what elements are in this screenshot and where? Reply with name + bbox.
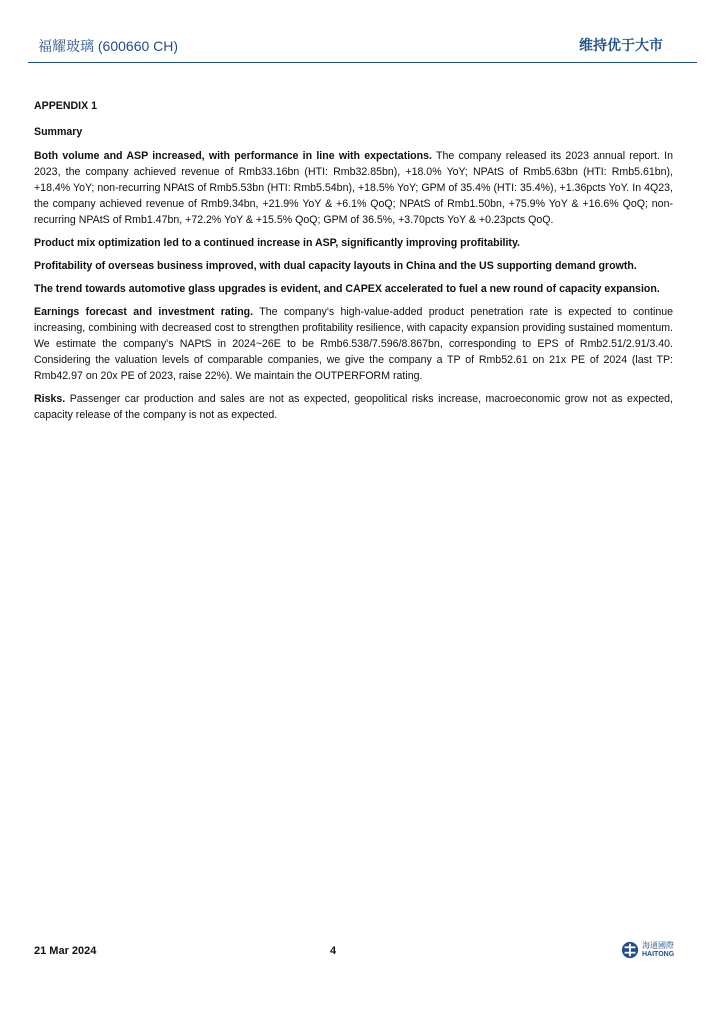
paragraph-lead: The trend towards automotive glass upgrades is evident, and CAPEX accelerated to fuel a new round of capacity expansion.	[34, 283, 660, 295]
logo-chinese-name: 海通國際	[642, 941, 674, 950]
paragraph-results	[34, 148, 673, 228]
header-divider	[28, 62, 697, 63]
logo-english-name: HAITONG	[642, 951, 675, 958]
paragraph-body: Passenger car production and sales are not as expected, geopolitical risks increase, macroeconomic grow not as expected, capacity release of the company is not as expected.	[34, 393, 673, 421]
page-number: 4	[330, 945, 337, 957]
report-body	[34, 98, 673, 430]
paragraph-body: The company's high-value-added product penetration rate is expected to continue increasing, combining with decreased cost to strengthen profitability resilience, with capacity expansion providing sustained momentum. We estimate the company's NAPtS in 2024~26E to be Rmb6.538/7.596/8.867bn, corresponding to EPS of Rmb2.51/2.91/3.40. Considering the valuation levels of comparable companies, we give the company a TP of Rmb52.61 on 21x PE of 2024 (last TP: Rmb42.97 on 20x PE of 2023, raise 22%). We maintain the OUTPERFORM rating.	[34, 306, 673, 382]
paragraph-risks	[34, 391, 673, 423]
paragraph-lead: Both volume and ASP increased, with performance in line with expectations.	[34, 150, 432, 162]
appendix-title: APPENDIX 1	[34, 100, 97, 112]
rating-tag: 维持优于大市	[579, 37, 663, 53]
company-ticker: 福耀玻璃 (600660 CH)	[38, 38, 179, 54]
paragraph-lead: Profitability of overseas business improved, with dual capacity layouts in China and the US supporting demand growth.	[34, 260, 637, 272]
paragraph-lead: Earnings forecast and investment rating.	[34, 306, 254, 318]
paragraph-overseas	[34, 258, 673, 274]
paragraph-capex	[34, 281, 673, 297]
paragraph-lead: Risks.	[34, 393, 66, 405]
paragraph-forecast	[34, 304, 673, 384]
haitong-logo	[621, 941, 674, 959]
report-date: 21 Mar 2024	[34, 945, 97, 957]
paragraph-product-mix	[34, 235, 673, 251]
paragraph-lead: Product mix optimization led to a continued increase in ASP, significantly improving profitability.	[34, 237, 521, 249]
paragraph-body: The company released its 2023 annual report. In 2023, the company achieved revenue of Rmb33.16bn (HTI: Rmb32.85bn), +18.0% YoY; NPAtS of Rmb5.63bn (HTI: Rmb5.61bn), +18.4% YoY; non-recurring NPAtS of Rmb5.53bn (HTI: Rmb5.54bn), +18.5% YoY; GPM of 35.4% (HTI: 35.4%), +1.36pcts YoY. In 4Q23, the company achieved revenue of Rmb9.34bn, +21.9% YoY & +6.1% QoQ; NPAtS of Rmb1.50bn, +75.9% YoY & +16.6% QoQ; non-recurring NPAtS of Rmb1.47bn, +72.2% YoY & +15.5% QoQ; GPM of 36.5%, +3.70pcts YoY & +0.23pcts QoQ.	[34, 150, 673, 226]
haitong-logo-icon	[621, 941, 639, 959]
summary-title: Summary	[34, 126, 83, 138]
